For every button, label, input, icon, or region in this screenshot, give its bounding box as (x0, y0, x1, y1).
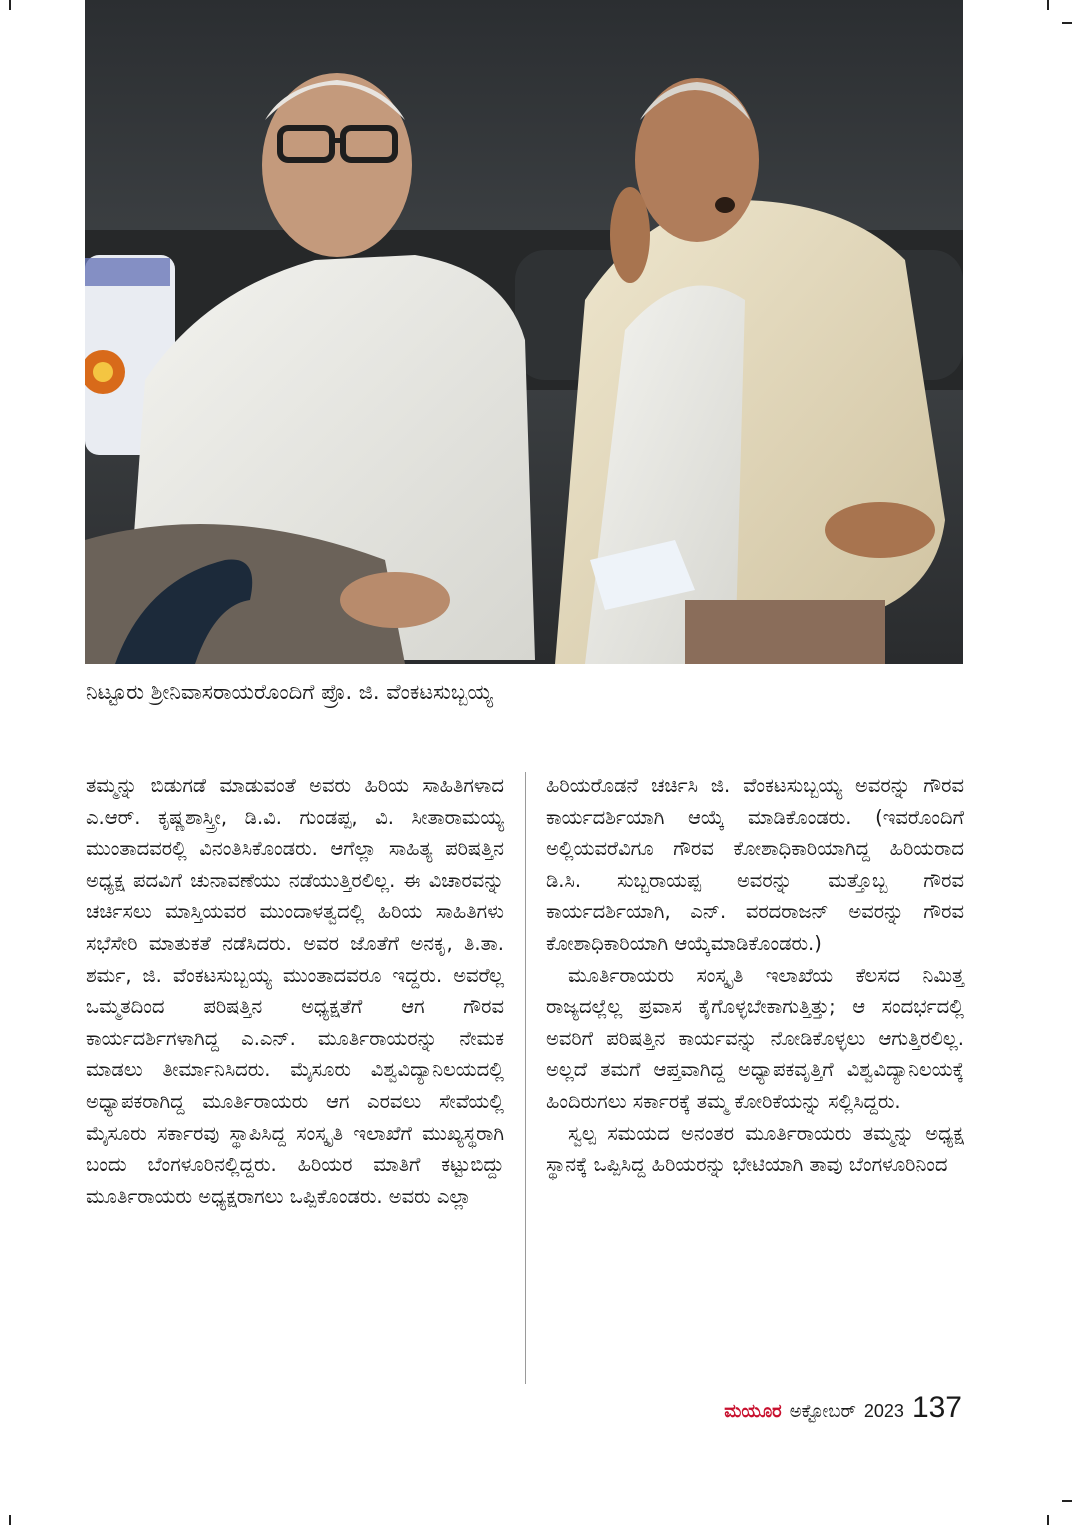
issue-year: 2023 (863, 1401, 904, 1421)
crop-mark-top-left (9, 0, 11, 10)
article-paragraph: ತಮ್ಮನ್ನು ಬಿಡುಗಡೆ ಮಾಡುವಂತೆ ಅವರು ಹಿರಿಯ ಸಾಹಿತಿಗಳಾದ ಎ.ಆರ್. ಕೃಷ್ಣಶಾಸ್ತ್ರೀ, ಡಿ.ವಿ. ಗುಂಡಪ್ಪ, ವಿ. ಸೀತಾರಾಮಯ್ಯ ಮುಂತಾದವರಲ್ಲಿ ವಿನಂತಿಸಿಕೊಂಡರು. ಆಗೆಲ್ಲಾ ಸಾಹಿತ್ಯ ಪರಿಷತ್ತಿನ ಅಧ್ಯಕ್ಷ ಪದವಿಗೆ ಚುನಾವಣೆಯು ನಡೆಯುತ್ತಿರಲಿಲ್ಲ. ಈ ವಿಚಾರವನ್ನು ಚರ್ಚಿಸಲು ಮಾಸ್ತಿಯವರ ಮುಂದಾಳತ್ವದಲ್ಲಿ ಹಿರಿಯ ಸಾಹಿತಿಗಳು ಸಭೆಸೇರಿ ಮಾತುಕತೆ ನಡೆಸಿದರು. ಅವರ ಜೊತೆಗೆ ಅನಕೃ, ತಿ.ತಾ. ಶರ್ಮ, ಜಿ. ವೆಂಕಟಸುಬ್ಬಯ್ಯ ಮುಂತಾದವರೂ ಇದ್ದರು. ಅವರೆಲ್ಲ ಒಮ್ಮತದಿಂದ ಪರಿಷತ್ತಿನ ಅಧ್ಯಕ್ಷತೆಗೆ ಆಗ ಗೌರವ ಕಾರ್ಯದರ್ಶಿಗಳಾಗಿದ್ದ ಎ.ಎನ್. ಮೂರ್ತಿರಾಯರನ್ನು ನೇಮಕ ಮಾಡಲು ತೀರ್ಮಾನಿಸಿದರು. ಮೈಸೂರು ವಿಶ್ವವಿದ್ಯಾನಿಲಯದಲ್ಲಿ ಅಧ್ಯಾಪಕರಾಗಿದ್ದ ಮೂರ್ತಿರಾಯರು ಆಗ ಎರವಲು ಸೇವೆಯಲ್ಲಿ ಮೈಸೂರು ಸರ್ಕಾರವು ಸ್ಥಾಪಿಸಿದ್ದ ಸಂಸ್ಕೃತಿ ಇಲಾಖೆಗೆ ಮುಖ್ಯಸ್ಥರಾಗಿ ಬಂದು ಬೆಂಗಳೂರಿನಲ್ಲಿದ್ದರು. ಹಿರಿಯರ ಮಾತಿಗೆ ಕಟ್ಟುಬಿದ್ದು ಮೂರ್ತಿರಾಯರು ಅಧ್ಯಕ್ಷರಾಗಲು ಒಪ್ಪಿಕೊಂಡರು. ಅವರು ಎಲ್ಲಾ (86, 774, 504, 1208)
column-divider (525, 772, 526, 1384)
crop-mark-bottom-right (1047, 1515, 1049, 1525)
article-column-left (86, 770, 504, 1212)
crop-mark-bottom-right-h (1062, 1500, 1072, 1502)
article-paragraph: ಮೂರ್ತಿರಾಯರು ಸಂಸ್ಕೃತಿ ಇಲಾಖೆಯ ಕೆಲಸದ ನಿಮಿತ್ತ ರಾಜ್ಯದಲ್ಲೆಲ್ಲ ಪ್ರವಾಸ ಕೈಗೊಳ್ಳಬೇಕಾಗುತ್ತಿತ್ತು; ಆ ಸಂದರ್ಭದಲ್ಲಿ ಅವರಿಗೆ ಪರಿಷತ್ತಿನ ಕಾರ್ಯವನ್ನು ನೋಡಿಕೊಳ್ಳಲು ಆಗುತ್ತಿರಲಿಲ್ಲ. ಅಲ್ಲದೆ ತಮಗೆ ಆಪ್ತವಾಗಿದ್ದ ಅಧ್ಯಾಪಕವೃತ್ತಿಗೆ ವಿಶ್ವವಿದ್ಯಾನಿಲಯಕ್ಕೆ ಹಿಂದಿರುಗಲು ಸರ್ಕಾರಕ್ಕೆ ತಮ್ಮ ಕೋರಿಕೆಯನ್ನು ಸಲ್ಲಿಸಿದ್ದರು. (546, 963, 964, 1113)
crop-mark-bottom-left (9, 1515, 11, 1525)
photograph-icon (85, 0, 963, 664)
magazine-name: ಮಯೂರ (724, 1401, 782, 1422)
crop-mark-top-right-h (1062, 22, 1072, 24)
article-paragraph: ಸ್ವಲ್ಪ ಸಮಯದ ಅನಂತರ ಮೂರ್ತಿರಾಯರು ತಮ್ಮನ್ನು ಅಧ್ಯಕ್ಷ ಸ್ಥಾನಕ್ಕೆ ಒಪ್ಪಿಸಿದ್ದ ಹಿರಿಯರನ್ನು ಭೇಟಿಯಾಗಿ ತಾವು ಬೆಂಗಳೂರಿನಿಂದ (546, 1121, 964, 1177)
crop-mark-top-right (1047, 0, 1049, 10)
article-paragraph: ಹಿರಿಯರೊಡನೆ ಚರ್ಚಿಸಿ ಜಿ. ವೆಂಕಟಸುಬ್ಬಯ್ಯ ಅವರನ್ನು ಗೌರವ ಕಾರ್ಯದರ್ಶಿಯಾಗಿ ಆಯ್ಕೆ ಮಾಡಿಕೊಂಡರು. (ಇವರೊಂದಿಗೆ ಅಲ್ಲಿಯವರೆವಿಗೂ ಗೌರವ ಕೋಶಾಧಿಕಾರಿಯಾಗಿದ್ದ ಹಿರಿಯರಾದ ಡಿ.ಸಿ. ಸುಬ್ಬರಾಯಪ್ಪ ಅವರನ್ನು ಮತ್ತೊಬ್ಬ ಗೌರವ ಕಾರ್ಯದರ್ಶಿಯಾಗಿ, ಎನ್. ವರದರಾಜನ್ ಅವರನ್ನು ಗೌರವ ಕೋಶಾಧಿಕಾರಿಯಾಗಿ ಆಯ್ಕೆಮಾಡಿಕೊಂಡರು.) (546, 774, 964, 955)
page-footer (724, 1391, 962, 1431)
photograph (85, 0, 963, 664)
page-number: 137 (911, 1391, 962, 1424)
issue-month: ಅಕ್ಟೋಬರ್ (789, 1401, 856, 1422)
article-column-right (546, 770, 964, 1181)
photo-caption: ನಿಟ್ಟೂರು ಶ್ರೀನಿವಾಸರಾಯರೊಂದಿಗೆ ಪ್ರೊ. ಜಿ. ವೆಂಕಟಸುಬ್ಬಯ್ಯ (86, 680, 493, 704)
